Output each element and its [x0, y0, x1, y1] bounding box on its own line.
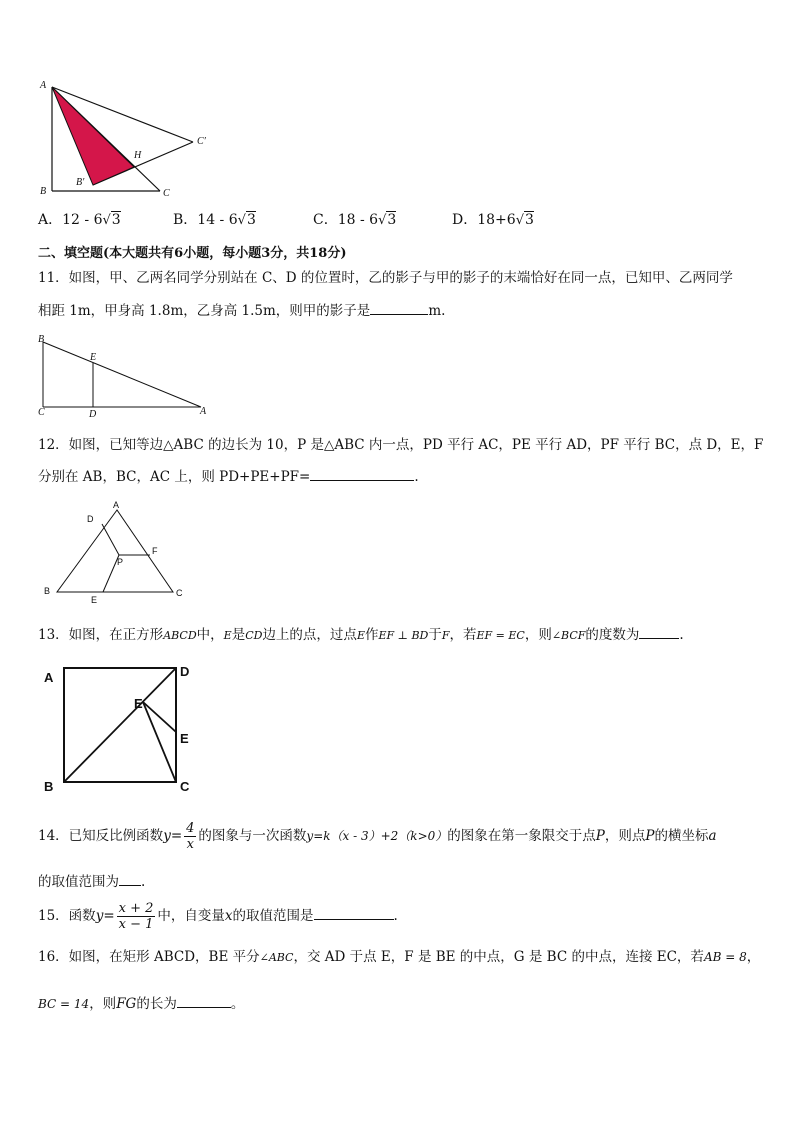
q11-label-E: E [90, 352, 97, 363]
q14-answer-blank[interactable] [119, 872, 141, 886]
q12-label-C: C [176, 588, 183, 598]
q11-line2: 相距 1m，甲身高 1.8m，乙身高 1.5m，则甲的影子是 m. [38, 303, 446, 319]
q15-line: 15．函数y= $\frac{x + 2}{x - 1}$ 中，自变量x的取值范围是 . [38, 901, 398, 932]
q13-label-B: B [44, 779, 54, 794]
q12-answer-blank[interactable] [310, 467, 414, 481]
section-heading: 二、填空题(本大题共有6小题，每小题3分，共18分) [38, 246, 347, 261]
q12-figure [45, 500, 195, 605]
q12-line2: 分别在 AB，BC，AC 上，则 PD+PE+PF= . [38, 469, 419, 485]
q13-figure [55, 662, 185, 790]
q16-line2: BC = 14，则FG的长为 。 [38, 996, 245, 1012]
q13-label-C: C [180, 779, 190, 794]
q11-figure [30, 330, 215, 420]
option-b: B．14 - 6√3 [173, 212, 256, 228]
fig-top-label-H: H [134, 150, 142, 161]
q14-line2: 的取值范围为 . [38, 874, 146, 890]
q13-label-E-inner: E [134, 696, 143, 711]
option-d: D．18+6√3 [452, 212, 534, 228]
q12-label-F: F [152, 546, 158, 556]
q11-label-D: D [89, 409, 97, 420]
q16-line1: 16．如图，在矩形 ABCD，BE 平分∠ABC，交 AD 于点 E，F 是 BE 的中点，G 是 BC 的中点，连接 EC，若AB = 8， [38, 949, 761, 965]
q13-label-D: D [180, 664, 190, 679]
q13-label-E-side: E [180, 731, 189, 746]
q14-fraction: $\frac{4}{x}$ [186, 821, 195, 852]
fig-top-label-C-prime: C′ [197, 136, 206, 147]
q12-label-A: A [113, 500, 120, 510]
q12-line1: 12．如图，已知等边△ABC 的边长为 10，P 是△ABC 内一点，PD 平行 AC，PE 平行 AD，PF 平行 BC，点 D，E，F [38, 437, 764, 453]
q12-label-P: P [117, 557, 124, 567]
q15-fraction: $\frac{x + 2}{x - 1}$ [118, 901, 154, 932]
q11-line1: 11．如图，甲、乙两名同学分别站在 C、D 的位置时，乙的影子与甲的影子的末端恰好在同一点，已知甲、乙两同学 [38, 270, 733, 286]
q15-answer-blank[interactable] [314, 906, 394, 920]
q11-answer-blank[interactable] [370, 301, 428, 315]
q12-label-D: D [87, 514, 94, 524]
q11-label-B: B [38, 334, 45, 345]
q13-line: 13．如图，在正方形ABCD中，E是CD边上的点，过点E作EF ⊥ BD于F，若EF = EC，则∠BCF的度数为 . [38, 627, 684, 643]
q12-label-B: B [44, 586, 51, 596]
fig-top-label-B-prime: B′ [76, 177, 85, 188]
q16-answer-blank[interactable] [177, 994, 231, 1008]
q12-label-E: E [91, 595, 98, 605]
fig-top-label-B: B [40, 186, 47, 197]
fig-top-label-A: A [40, 80, 47, 91]
q11-label-C: C [38, 407, 45, 418]
q11-label-A: A [200, 406, 207, 417]
option-c: C．18 - 6√3 [313, 212, 397, 228]
q13-answer-blank[interactable] [639, 625, 679, 639]
q13-label-A: A [44, 670, 54, 685]
fig-top-label-C: C [163, 188, 170, 199]
shaded-triangle [52, 87, 134, 185]
q14-line1: 14．已知反比例函数y= $\frac{4}{x}$ 的图象与一次函数y=k（x - 3）+2（k>0）的图象在第一象限交于点P，则点P的横坐标a [38, 821, 717, 852]
option-a: A．12 - 6√3 [38, 212, 121, 228]
